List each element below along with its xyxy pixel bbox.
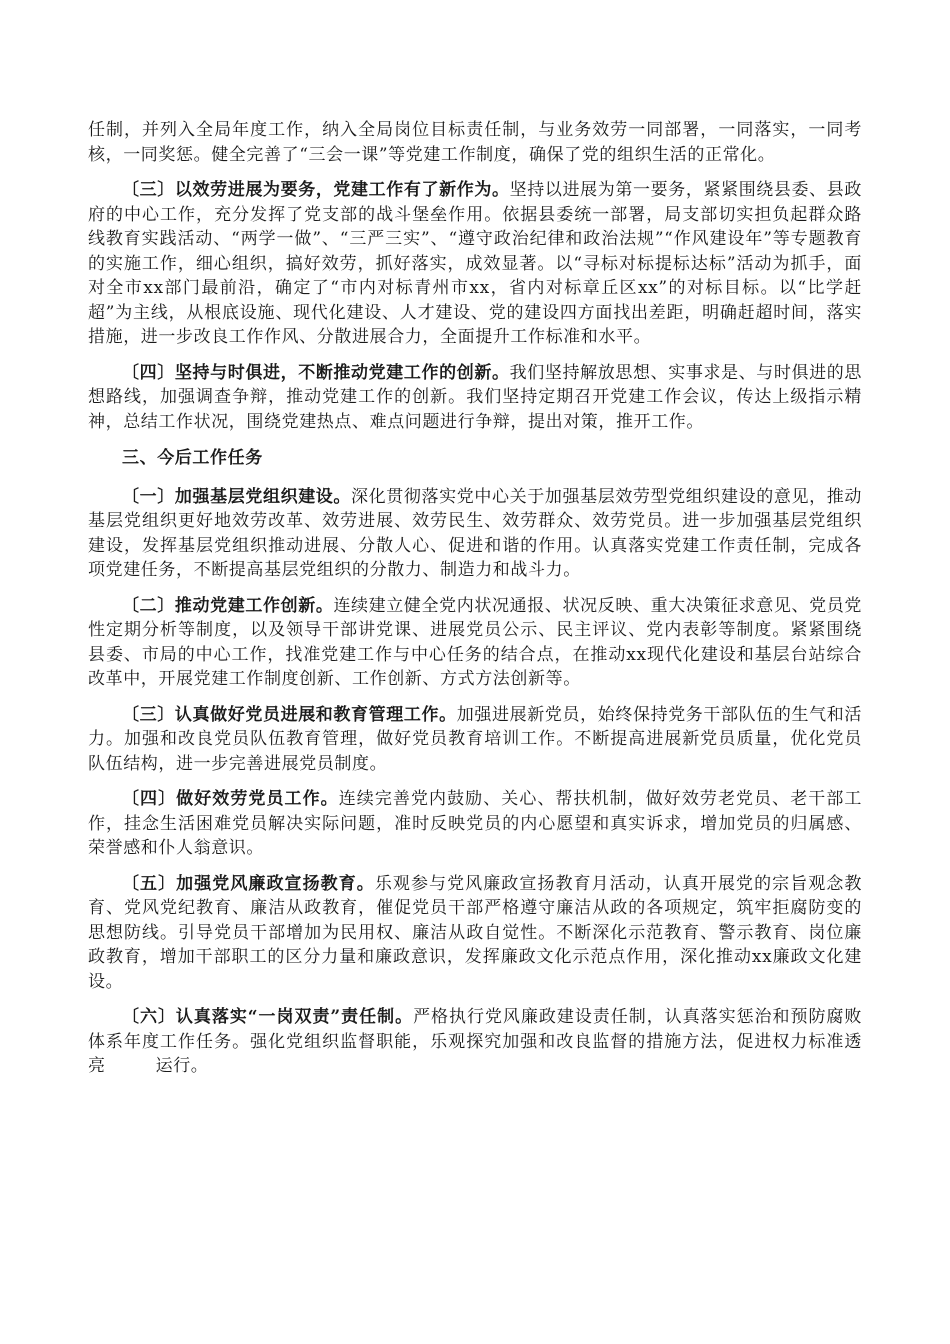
item-lead: 〔六〕认真落实“一岗双责”责任制。 (122, 1007, 414, 1027)
section-3-heading: 三、今后工作任务 (122, 448, 263, 468)
section-3-item-1 (88, 485, 862, 583)
section-3-item-3 (88, 703, 862, 777)
item-lead: 〔二〕推动党建工作创新。 (122, 595, 334, 616)
item-tail: 运行。 (155, 1056, 209, 1076)
section-3-item-6 (88, 1005, 862, 1079)
item-body: 严格执行党风廉政建设责任制，认真落实惩治和预防腐败体系年度工作任务。强化党组织监督职能，乐观探究加强和改良监督的措施方法，促进权力标准透亮 (88, 1007, 862, 1076)
item-lead: 〔一〕加强基层党组织建设。 (122, 486, 352, 507)
item-body: 加强进展新党员，始终保持党务干部队伍的生气和活力。加强和改良党员队伍教育管理，做好党员教育培训工作。不断提高进展新党员质量，优化党员队伍结构，进一步完善进展党员制度。 (88, 704, 862, 774)
item-lead: 〔四〕做好效劳党员工作。 (122, 789, 339, 809)
item-body: 坚持以进展为第一要务，紧紧围绕县委、县政府的中心工作，充分发挥了党支部的战斗堡垒作用。依据县委统一部署，局支部切实担负起群众路线教育实践活动、“两学一做”、“三严三实”、“遵守政治纪律和政治法规”“作风建设年”等专题教育的实施工作，细心组织，搞好效劳，抓好落实，成效显著。以“寻标对标提标达标”活动为抓手，面对全市xx部门最前沿，确定了“市内对标青州市xx，省内对标章丘区xx”的对标目标。以“比学赶超”为主线，从根底设施、现代化建设、人才建设、党的建设四方面找出差距，明确赶超时间，落实措施，进一步改良工作作风、分散进展合力，全面提升工作标准和水平。 (88, 180, 863, 347)
item-body: 深化贯彻落实党中心关于加强基层效劳型党组织建设的意见，推动基层党组织更好地效劳改革、效劳进展、效劳民生、效劳群众、效劳党员。进一步加强基层党组织建设，发挥基层党组织推动进展、分散人心、促进和谐的作用。认真落实党建工作责任制，完成各项党建任务，不断提高基层党组织的分散力、制造力和战斗力。 (88, 486, 862, 580)
item-lead: 〔三〕认真做好党员进展和教育管理工作。 (122, 704, 457, 725)
item-lead: 〔三〕以效劳进展为要务，党建工作有了新作为。 (122, 180, 510, 200)
opening-paragraph: 任制，并列入全局年度工作，纳入全局岗位目标责任制，与业务效劳一同部署，一同落实，一同考核，一同奖惩。健全完善了“三会一课”等党建工作制度，确保了党的组织生活的正常化。 (88, 120, 862, 165)
item-body: 我们坚持解放思想、实事求是、与时俱进的思想路线，加强调查争辩，推动党建工作的创新。我们坚持定期召开党建工作会议，传达上级指示精神，总结工作状况，围绕党建热点、难点问题进行争辩，提出对策，推开工作。 (88, 362, 863, 432)
section-2-item-3 (88, 178, 862, 350)
section-3-item-4 (88, 787, 862, 861)
section-3-item-2 (88, 594, 862, 692)
item-body: 连续完善党内鼓励、关心、帮扶机制，做好效劳老党员、老干部工作，挂念生活困难党员解决实际问题，准时反映党员的内心愿望和真实诉求，增加党员的归属感、荣誉感和仆人翁意识。 (88, 789, 862, 858)
item-body: 乐观参与党风廉政宣扬教育月活动，认真开展党的宗旨观念教育、党风党纪教育、廉洁从政教育，催促党员干部严格遵守廉洁从政的各项规定，筑牢拒腐防变的思想防线。引导党员干部增加为民用权、廉洁从政自觉性。不断深化示范教育、警示教育、岗位廉政教育，增加干部职工的区分力量和廉政意识，发挥廉政文化示范点作用，深化推动xx廉政文化建设。 (88, 873, 862, 992)
item-lead: 〔四〕坚持与时俱进，不断推动党建工作的创新。 (122, 362, 510, 383)
item-lead: 〔五〕加强党风廉政宣扬教育。 (122, 873, 375, 894)
document-page (88, 118, 862, 1090)
item-body: 连续建立健全党内状况通报、状况反映、重大决策征求意见、党员党性定期分析等制度，以及领导干部讲党课、进展党员公示、民主评议、党内表彰等制度。紧紧围绕县委、市局的中心工作，找准党建工作与中心任务的结合点，在推动xx现代化建设和基层台站综合改革中，开展党建工作制度创新、工作创新、方式方法创新等。 (88, 595, 862, 689)
section-3-item-5 (88, 872, 862, 995)
section-2-item-4 (88, 361, 862, 435)
